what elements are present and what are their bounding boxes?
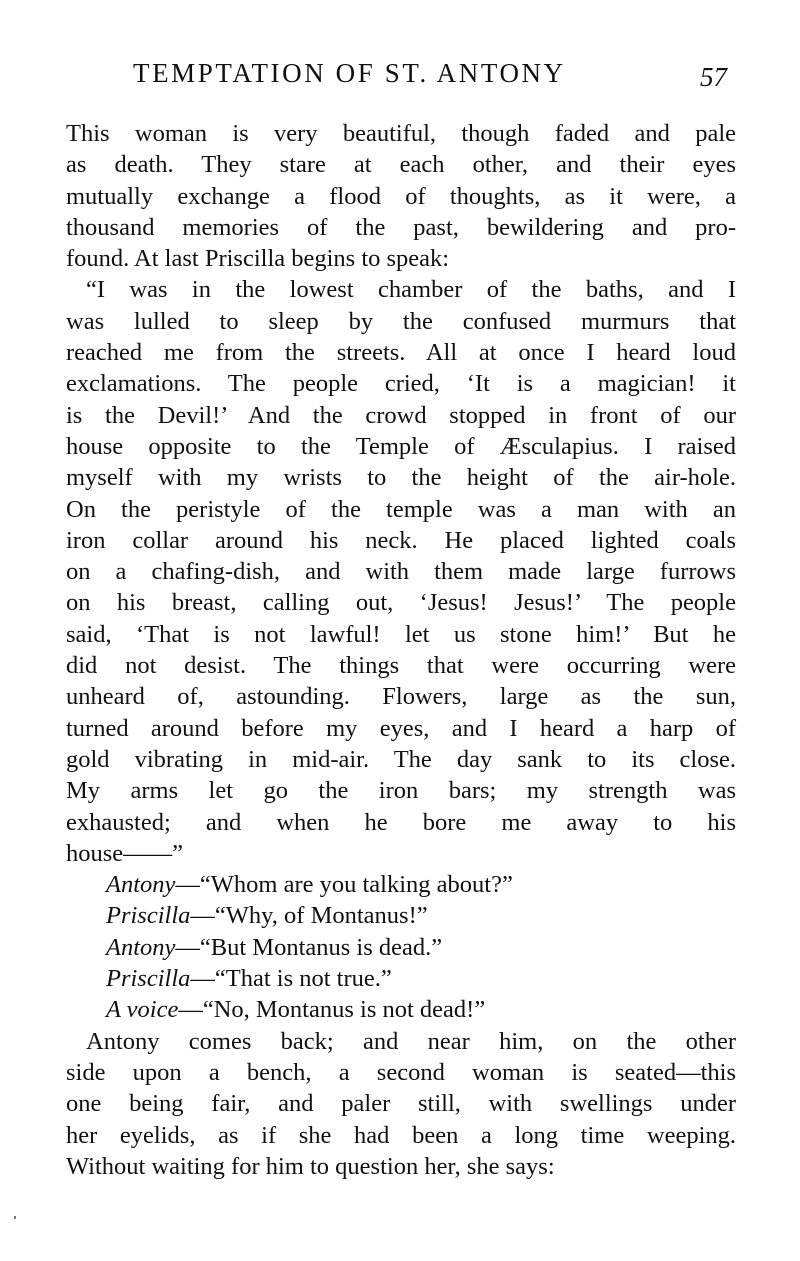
speech-text: —“That is not true.” xyxy=(190,965,392,993)
text-line: exclamations. The people cried, ‘It is a magician! it xyxy=(66,370,736,398)
scan-speck xyxy=(14,1216,16,1219)
text-line: on his breast, calling out, ‘Jesus! Jesus!’ The people xyxy=(66,589,736,617)
text-line: On the peristyle of the temple was a man with an xyxy=(66,495,736,523)
speaker-name: A voice xyxy=(106,996,179,1024)
text-line: This woman is very beautiful, though faded and pale xyxy=(66,120,736,147)
text-line: turned around before my eyes, and I heard a harp of xyxy=(66,714,736,742)
dialogue-line xyxy=(66,932,736,963)
dialogue-line xyxy=(66,963,736,994)
speaker-name: Priscilla xyxy=(106,902,191,930)
text-line: reached me from the streets. All at once I heard loud xyxy=(66,339,736,367)
text-line: on a chafing-dish, and with them made large furrows xyxy=(66,558,736,586)
text-line: one being fair, and paler still, with swellings under xyxy=(66,1090,736,1118)
text-line: house opposite to the Temple of Æsculapius. I raised xyxy=(66,432,736,460)
text-line: My arms let go the iron bars; my strength was xyxy=(66,777,736,805)
speech-text: —“Why, of Montanus!” xyxy=(190,902,428,930)
page-header xyxy=(0,52,800,102)
text-line: did not desist. The things that were occurring were xyxy=(66,652,736,680)
text-line: is the Devil!’ And the crowd stopped in front of our xyxy=(66,401,736,429)
paragraph-intro xyxy=(66,118,736,274)
paragraph-priscilla-speech xyxy=(66,274,736,869)
text-line: Antony comes back; and near him, on the other xyxy=(86,1027,736,1055)
text-line: gold vibrating in mid-air. The day sank to its close. xyxy=(66,745,736,773)
dialogue-block xyxy=(66,869,736,1025)
text-line: exhausted; and when he bore me away to his xyxy=(66,808,736,836)
text-line: found. At last Priscilla begins to speak: xyxy=(66,245,450,273)
text-line: mutually exchange a flood of thoughts, as it were, a xyxy=(66,182,736,210)
dialogue-line xyxy=(66,994,736,1025)
text-line: Without waiting for him to question her, she says: xyxy=(66,1152,555,1180)
text-line: “I was in the lowest chamber of the baths, and I xyxy=(86,276,736,304)
speech-text: —“No, Montanus is not dead!” xyxy=(178,996,486,1024)
paragraph-second-woman xyxy=(66,1026,736,1182)
page-number: 57 xyxy=(700,62,727,92)
speaker-name: Antony xyxy=(106,933,176,961)
text-line: house——” xyxy=(66,839,184,867)
speech-text: —“But Montanus is dead.” xyxy=(175,933,443,961)
text-line: her eyelids, as if she had been a long time weeping. xyxy=(66,1121,736,1149)
speech-text: —“Whom are you talking about?” xyxy=(175,871,513,899)
text-line: was lulled to sleep by the confused murmurs that xyxy=(66,307,736,335)
dialogue-line xyxy=(66,900,736,931)
text-line: iron collar around his neck. He placed lighted coals xyxy=(66,526,736,554)
speaker-name: Antony xyxy=(106,871,176,899)
speaker-name: Priscilla xyxy=(106,965,191,993)
running-title: TEMPTATION OF ST. ANTONY xyxy=(133,58,566,88)
text-line: unheard of, astounding. Flowers, large as the sun, xyxy=(66,683,736,711)
body-text xyxy=(66,118,736,1182)
dialogue-line xyxy=(66,869,736,900)
text-line: as death. They stare at each other, and their eyes xyxy=(66,151,736,179)
text-line: thousand memories of the past, bewildering and pro- xyxy=(66,213,736,241)
text-line: said, ‘That is not lawful! let us stone him!’ But he xyxy=(66,620,736,648)
text-line: side upon a bench, a second woman is seated—this xyxy=(66,1058,736,1086)
text-line: myself with my wrists to the height of the air-hole. xyxy=(66,464,736,492)
